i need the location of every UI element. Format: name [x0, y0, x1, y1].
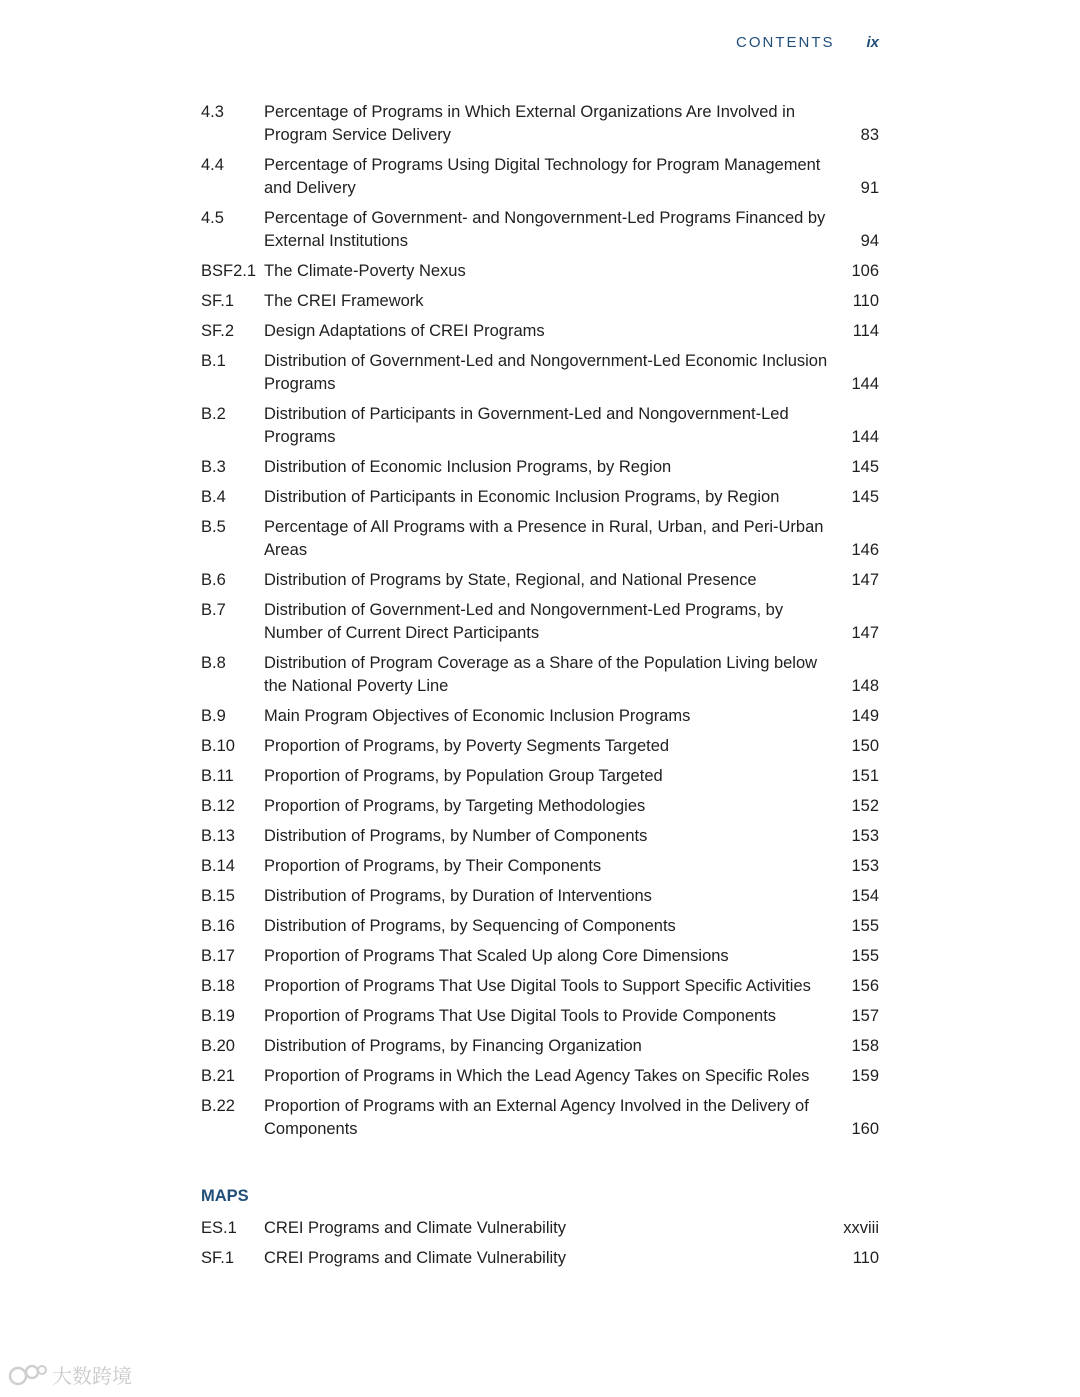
- toc-entry: [201, 705, 879, 728]
- entry-title: Proportion of Programs That Use Digital Tools to Provide Components: [264, 1007, 777, 1025]
- entry-number: B.9: [201, 707, 226, 725]
- entry-page: 150: [851, 737, 879, 755]
- entry-title-text: Percentage of Programs in Which External Organizations Are Involved in Program Service Delivery: [264, 103, 796, 144]
- entry-number: B.15: [201, 887, 235, 905]
- entry-title: Distribution of Programs, by Financing Organization: [264, 1037, 642, 1055]
- toc-entry: [201, 569, 879, 592]
- section-title: CONTENTS: [735, 34, 835, 51]
- entry-title: Main Program Objectives of Economic Inclusion Programs: [264, 707, 691, 725]
- entry-number: B.18: [201, 977, 235, 995]
- entry-page: 160: [851, 1120, 879, 1138]
- toc-entry: [201, 1217, 879, 1240]
- entry-page: 114: [852, 322, 879, 340]
- entry-title: Distribution of Programs, by Duration of Interventions: [264, 887, 652, 905]
- entry-title: Proportion of Programs with an External Agency Involved in the Delivery of Components: [264, 1097, 809, 1138]
- entry-title: CREI Programs and Climate Vulnerability: [264, 1249, 567, 1267]
- toc-entry: [201, 403, 879, 449]
- entry-page: 94: [860, 232, 879, 250]
- toc-entry: [201, 456, 879, 479]
- entry-title: Distribution of Participants in Government-Led and Nongovernment-Led Programs: [264, 405, 789, 446]
- entry-number: SF.1: [201, 1249, 235, 1267]
- entry-number: B.1: [201, 352, 226, 370]
- toc-entry: [201, 885, 879, 908]
- entry-page: 110: [852, 1249, 879, 1267]
- entry-number: B.11: [201, 767, 234, 785]
- entry-page: xxviii: [843, 1219, 879, 1237]
- entry-title: Proportion of Programs, by Targeting Methodologies: [264, 797, 646, 815]
- toc-entry: [201, 154, 879, 200]
- entry-title: [264, 207, 839, 253]
- entry-number: 4.4: [201, 156, 224, 174]
- entry-number: B.12: [201, 797, 235, 815]
- entry-number: B.3: [201, 458, 226, 476]
- entry-number: B.19: [201, 1007, 235, 1025]
- toc-entry: [201, 207, 879, 253]
- entry-page: 153: [851, 827, 879, 845]
- watermark: [8, 1360, 132, 1389]
- entry-title: The CREI Framework: [264, 292, 424, 310]
- entry-page: 156: [851, 977, 879, 995]
- toc-entry: [201, 290, 879, 313]
- toc-entry: [201, 516, 879, 562]
- entry-title: Proportion of Programs That Scaled Up along Core Dimensions: [264, 947, 729, 965]
- entry-page: 147: [851, 571, 879, 589]
- entry-title: [264, 154, 839, 200]
- entry-page: 144: [851, 375, 879, 393]
- entry-page: 153: [851, 857, 879, 875]
- entry-page: 154: [851, 887, 879, 905]
- entry-number: B.8: [201, 654, 226, 672]
- watermark-text: 大数跨境: [52, 1366, 132, 1388]
- entry-page: 147: [851, 624, 879, 642]
- toc-entry: [201, 320, 879, 343]
- watermark-logo-icon: [8, 1362, 48, 1388]
- entry-page: 91: [860, 179, 879, 197]
- entry-title-text: Percentage of Government- and Nongovernment-Led Programs Financed by External Institutions: [264, 209, 826, 250]
- entry-page: 149: [851, 707, 879, 725]
- entry-title: Distribution of Participants in Economic Inclusion Programs, by Region: [264, 488, 780, 506]
- toc-entry: [201, 825, 879, 848]
- entry-number: SF.1: [201, 292, 235, 310]
- toc-entry: [201, 975, 879, 998]
- entry-number: B.20: [201, 1037, 235, 1055]
- entry-page: 155: [851, 917, 879, 935]
- entry-number: B.10: [201, 737, 235, 755]
- entry-page: 145: [851, 488, 879, 506]
- entry-title-text: Percentage of Programs Using Digital Technology for Program Management and Delivery: [264, 156, 821, 197]
- entry-page: 83: [860, 126, 879, 144]
- entry-title: Distribution of Program Coverage as a Share of the Population Living below the National Poverty Line: [264, 654, 818, 695]
- entry-number: B.2: [201, 405, 226, 423]
- entry-page: 144: [851, 428, 879, 446]
- entry-number: B.13: [201, 827, 235, 845]
- running-header: [736, 34, 879, 51]
- entry-title: [264, 101, 839, 147]
- entry-number: SF.2: [201, 322, 235, 340]
- maps-heading: MAPS: [201, 1187, 249, 1205]
- entry-page: 158: [851, 1037, 879, 1055]
- entry-number: 4.3: [201, 103, 224, 121]
- entry-page: 106: [851, 262, 879, 280]
- entry-title: CREI Programs and Climate Vulnerability: [264, 1219, 567, 1237]
- figures-list: [201, 101, 879, 1148]
- entry-title: Proportion of Programs, by Their Components: [264, 857, 602, 875]
- entry-number: B.14: [201, 857, 235, 875]
- toc-entry: [201, 765, 879, 788]
- entry-number: B.4: [201, 488, 226, 506]
- toc-entry: [201, 1247, 879, 1270]
- entry-number: B.5: [201, 518, 226, 536]
- toc-entry: [201, 915, 879, 938]
- toc-entry: [201, 735, 879, 758]
- toc-entry: [201, 350, 879, 396]
- toc-entry: [201, 945, 879, 968]
- entry-page: 155: [851, 947, 879, 965]
- entry-title: Distribution of Economic Inclusion Programs, by Region: [264, 458, 672, 476]
- entry-title: Proportion of Programs in Which the Lead Agency Takes on Specific Roles: [264, 1067, 810, 1085]
- entry-number: BSF2.1: [201, 262, 257, 280]
- entry-number: B.16: [201, 917, 235, 935]
- page-number: ix: [866, 34, 879, 51]
- toc-entry: [201, 795, 879, 818]
- entry-number: B.17: [201, 947, 235, 965]
- toc-entry: [201, 486, 879, 509]
- entry-page: 148: [851, 677, 879, 695]
- toc-entry: [201, 1065, 879, 1088]
- entry-number: B.7: [201, 601, 226, 619]
- toc-entry: [201, 599, 879, 645]
- entry-page: 151: [851, 767, 879, 785]
- entry-page: 146: [851, 541, 879, 559]
- toc-entry: [201, 1005, 879, 1028]
- entry-number: ES.1: [201, 1219, 237, 1237]
- entry-page: 110: [852, 292, 879, 310]
- entry-page: 145: [851, 458, 879, 476]
- entry-title: Design Adaptations of CREI Programs: [264, 322, 545, 340]
- entry-page: 152: [851, 797, 879, 815]
- entry-number: B.6: [201, 571, 226, 589]
- entry-number: B.21: [201, 1067, 235, 1085]
- toc-entry: [201, 101, 879, 147]
- maps-list: [201, 1217, 879, 1277]
- entry-title: Proportion of Programs, by Poverty Segments Targeted: [264, 737, 670, 755]
- toc-entry: [201, 1035, 879, 1058]
- entry-title: The Climate-Poverty Nexus: [264, 262, 466, 280]
- toc-entry: [201, 855, 879, 878]
- entry-title: Distribution of Programs, by Number of Components: [264, 827, 648, 845]
- entry-number: B.22: [201, 1097, 235, 1115]
- entry-title: Distribution of Government-Led and Nongovernment-Led Programs, by Number of Current Direct Participants: [264, 601, 784, 642]
- entry-title: Distribution of Programs, by Sequencing of Components: [264, 917, 676, 935]
- entry-number: 4.5: [201, 209, 224, 227]
- toc-entry: [201, 260, 879, 283]
- toc-entry: [201, 1095, 879, 1141]
- entry-title: Distribution of Government-Led and Nongovernment-Led Economic Inclusion Programs: [264, 352, 828, 393]
- entry-page: 159: [851, 1067, 879, 1085]
- entry-title: Proportion of Programs, by Population Group Targeted: [264, 767, 663, 785]
- toc-entry: [201, 652, 879, 698]
- entry-title: Distribution of Programs by State, Regional, and National Presence: [264, 571, 757, 589]
- entry-title: Percentage of All Programs with a Presence in Rural, Urban, and Peri-Urban Areas: [264, 518, 824, 559]
- entry-page: 157: [851, 1007, 879, 1025]
- entry-title: Proportion of Programs That Use Digital Tools to Support Specific Activities: [264, 977, 811, 995]
